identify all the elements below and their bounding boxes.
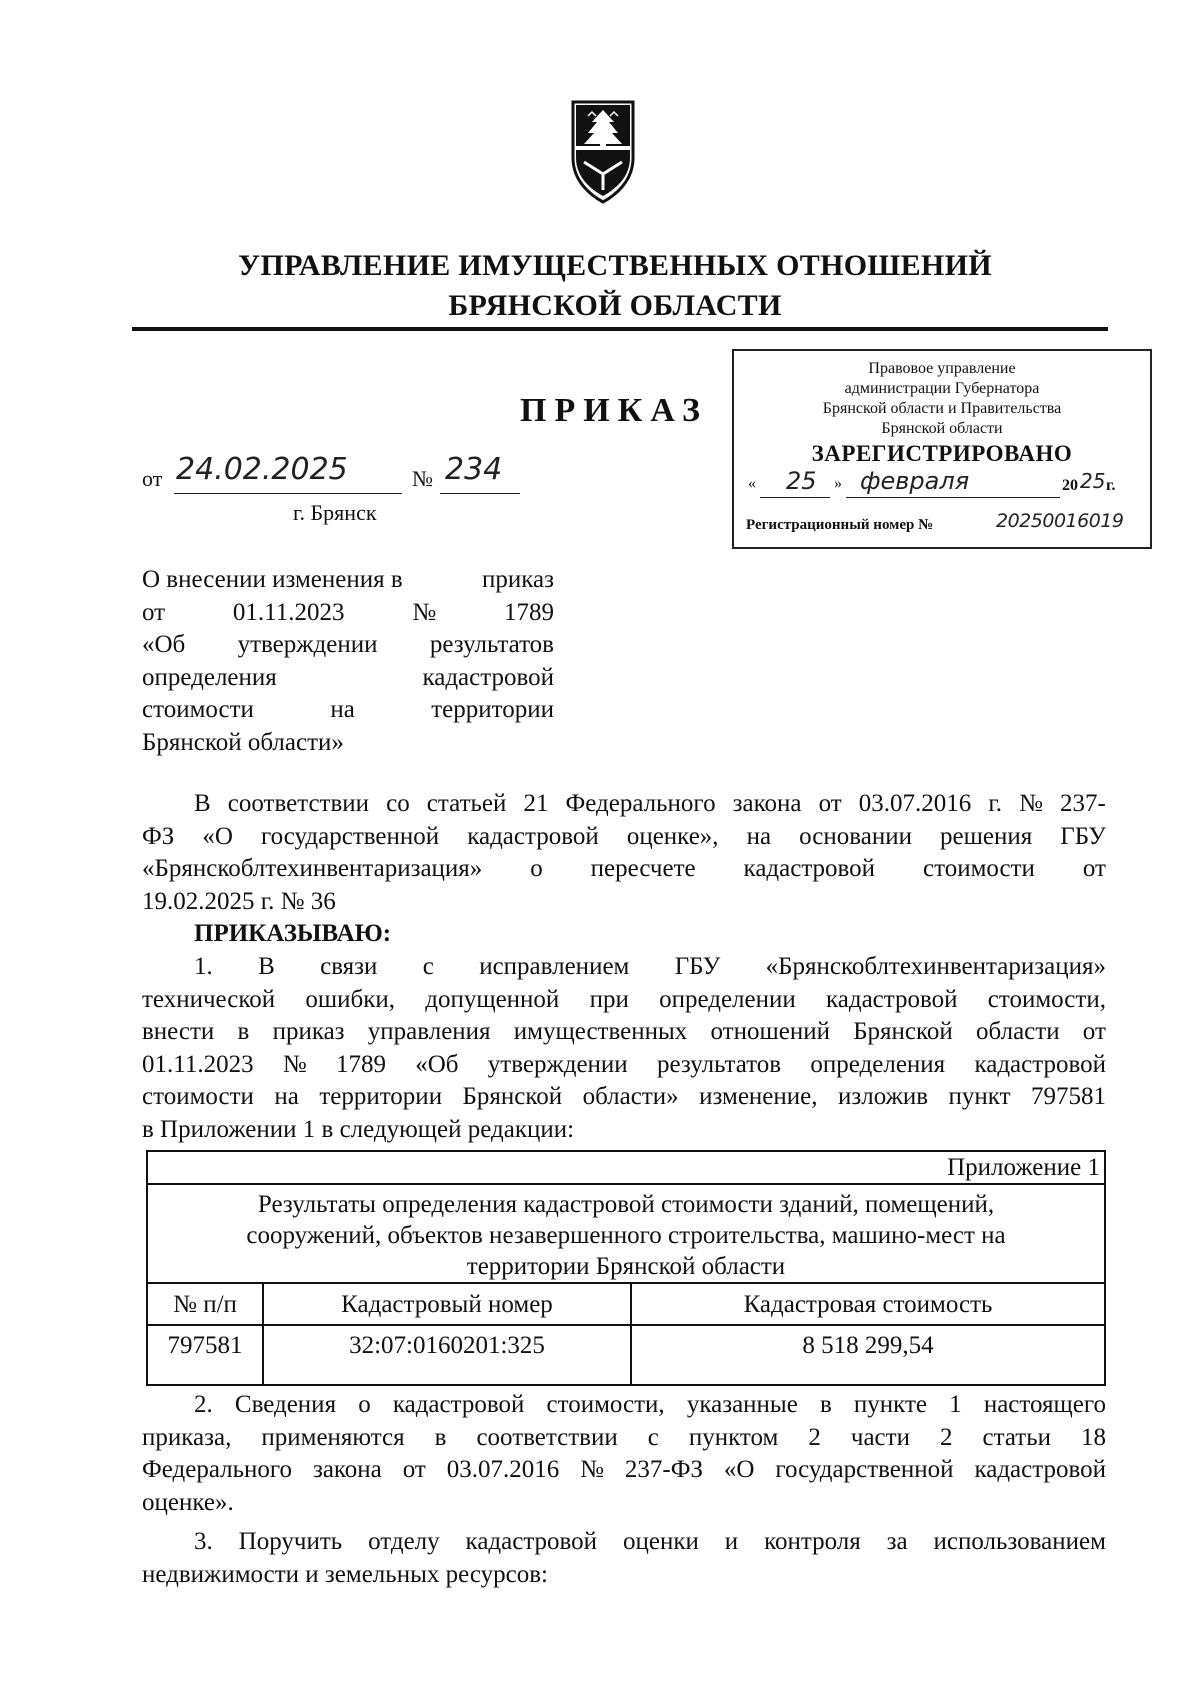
word: государственной <box>775 1456 954 1483</box>
word: № <box>580 1456 604 1483</box>
stamp-quote-close: » <box>834 475 842 492</box>
subject-line <box>142 564 554 597</box>
word: 2 <box>939 1423 953 1451</box>
subject-word: кадастровой <box>422 663 554 691</box>
item-1 <box>142 951 1106 1146</box>
subject-line <box>142 662 554 695</box>
word: указанные <box>686 1391 798 1418</box>
word: закона <box>312 1456 382 1483</box>
item-1-line <box>142 1016 1106 1049</box>
word: «Об <box>415 1050 459 1078</box>
subject-word: 01.11.2023 <box>232 598 345 626</box>
word: связи <box>320 953 378 980</box>
word: приказа, <box>142 1423 232 1451</box>
date-prefix: от <box>142 466 163 491</box>
word: 237-ФЗ <box>624 1456 703 1483</box>
word: В <box>194 790 211 817</box>
table-cell: 8 518 299,54 <box>631 1325 1105 1385</box>
word: территории <box>319 1083 443 1110</box>
word: соответствии <box>227 790 370 817</box>
stamp-registration-number <box>746 511 1144 541</box>
item-2-line <box>142 1422 1106 1455</box>
word: пересчете <box>590 855 696 882</box>
order-number: 234 <box>445 452 503 487</box>
word: В <box>258 953 275 980</box>
word: от <box>402 1456 426 1483</box>
date-underline <box>174 493 402 494</box>
item-2 <box>142 1389 1106 1519</box>
appendix-label: Приложение 1 <box>147 1151 1105 1184</box>
word: статьей <box>426 790 507 817</box>
word: за <box>886 1528 908 1555</box>
order-date-line <box>142 452 542 498</box>
word: кадастровой <box>974 1456 1106 1483</box>
subject-last-line: Брянской области» <box>142 728 344 756</box>
stamp-line-4: Брянской области <box>881 420 1003 437</box>
word: технической <box>142 985 276 1013</box>
word: 1 <box>949 1391 962 1418</box>
stamp-line-2: администрации Губернатора <box>844 380 1040 397</box>
word: Поручить <box>238 1528 343 1555</box>
stamp-quote-open: « <box>748 475 756 492</box>
word: оценки <box>622 1528 699 1555</box>
word: отношений <box>710 1018 830 1045</box>
word: со <box>386 790 410 817</box>
word: кадастровой <box>465 1528 598 1555</box>
org-title-line1: УПРАВЛЕНИЕ ИМУЩЕСТВЕННЫХ ОТНОШЕНИЙ <box>238 249 992 282</box>
stamp-day-underline <box>760 497 830 498</box>
preamble-line <box>142 788 1106 821</box>
word: с <box>422 953 434 980</box>
word: 3. <box>194 1528 213 1555</box>
appendix-title: Результаты определения кадастровой стоимости зданий, помещений, сооружений, объектов незавершенного строительства, машино-мест на территории Брянской области <box>147 1184 1105 1283</box>
stamp-date <box>748 467 1140 503</box>
word: допущенной <box>425 985 560 1013</box>
subject-word: результатов <box>429 631 554 658</box>
table-cell: 32:07:0160201:325 <box>263 1325 631 1385</box>
word: стоимости <box>142 1083 254 1110</box>
item-3-line <box>142 1526 1106 1559</box>
item-1-line <box>142 1049 1106 1082</box>
word: государственной <box>260 822 440 850</box>
word: ГБУ <box>1060 822 1106 850</box>
word: пункте <box>853 1391 928 1418</box>
word: на <box>746 822 772 850</box>
order-subject <box>142 564 554 759</box>
word: изменение, <box>699 1083 818 1110</box>
word: настоящего <box>983 1391 1106 1418</box>
word: 1789 <box>335 1050 386 1078</box>
stamp-year-prefix: 20 <box>1062 477 1078 494</box>
registration-stamp <box>732 349 1152 549</box>
word: внести <box>142 1018 215 1045</box>
order-word: ПРИКАЗЫВАЮ: <box>194 920 392 947</box>
word: от <box>1082 1018 1106 1045</box>
stamp-line-1: Правовое управление <box>868 360 1016 377</box>
word: г. <box>988 790 1003 817</box>
word: кадастровой <box>743 855 876 882</box>
word: ФЗ <box>142 822 175 850</box>
subject-word: «Об <box>142 631 186 658</box>
word: «О <box>723 1456 755 1483</box>
column-header: Кадастровый номер <box>263 1283 631 1325</box>
stamp-line-3: Брянской области и Правительства <box>822 400 1062 417</box>
word: о <box>358 1391 371 1418</box>
stamp-reg-number: 20250016019 <box>996 510 1124 532</box>
preamble <box>142 788 1106 918</box>
word: статьи <box>982 1423 1051 1451</box>
word: 237- <box>1060 790 1106 817</box>
item-1-line <box>142 984 1106 1017</box>
subject-line <box>142 629 554 662</box>
word: в <box>819 1391 832 1418</box>
document-type: ПРИКАЗ <box>520 392 708 429</box>
word: основании <box>799 822 912 850</box>
item-2-last-line: оценке». <box>142 1488 234 1516</box>
item-1-last-line: в Приложении 1 в следующей редакции: <box>142 1115 575 1143</box>
word: ГБУ <box>674 953 721 980</box>
order-date: 24.02.2025 <box>176 452 348 487</box>
word: от <box>1082 855 1106 882</box>
word: «Брянскоблтехинвентаризация» <box>765 953 1106 980</box>
subject-line <box>142 597 554 630</box>
word: приказ <box>272 1018 345 1045</box>
word: Брянской <box>462 1083 563 1110</box>
subject-word: 1789 <box>503 598 554 626</box>
word: имущественных <box>513 1018 688 1045</box>
word: «Брянскоблтехинвентаризация» <box>142 855 483 882</box>
stamp-year-suffix: 25 <box>1080 469 1106 493</box>
word: Сведения <box>234 1391 337 1418</box>
word: «О <box>202 822 233 850</box>
subject-word: на <box>330 696 355 723</box>
word: кадастровой <box>467 822 599 850</box>
word: стоимости, <box>987 985 1106 1013</box>
city: г. Брянск <box>293 500 377 525</box>
word: исправлением <box>479 953 630 980</box>
word: от <box>818 790 842 817</box>
item-2-line <box>142 1454 1106 1487</box>
stamp-day: 25 <box>786 467 817 495</box>
word: закона <box>732 790 802 817</box>
org-title-line2: БРЯНСКОЙ ОБЛАСТИ <box>448 289 782 322</box>
item-1-line <box>142 951 1106 984</box>
word: 1. <box>194 953 213 980</box>
word: стоимости <box>923 855 1035 882</box>
word: 21 <box>523 790 549 817</box>
word: отделу <box>368 1528 440 1555</box>
word: контроля <box>764 1528 861 1555</box>
word: с <box>647 1423 659 1451</box>
word: части <box>850 1423 910 1451</box>
word: в <box>434 1423 447 1451</box>
stamp-year-unit: г. <box>1106 477 1116 494</box>
word: ошибки, <box>305 985 395 1013</box>
word: о <box>530 855 543 882</box>
word: использованием <box>933 1528 1106 1555</box>
word: определения <box>810 1050 946 1078</box>
word: 2. <box>194 1391 213 1418</box>
word: применяются <box>261 1423 405 1451</box>
word: кадастровой <box>392 1391 525 1418</box>
subject-line <box>142 694 554 727</box>
word: пункт <box>948 1083 1011 1110</box>
word: № <box>282 1050 307 1078</box>
item-2-line <box>142 1389 1106 1422</box>
word: 01.11.2023 <box>142 1050 254 1078</box>
word: № <box>1019 790 1043 817</box>
word: 03.07.2016 <box>446 1456 560 1483</box>
word: утверждении <box>487 1050 628 1078</box>
bryansk-coat-of-arms-icon <box>570 100 636 204</box>
word: изложив <box>837 1083 929 1110</box>
word: кадастровой <box>974 1050 1106 1078</box>
preamble-line <box>142 853 1106 886</box>
subject-word: от <box>142 598 166 626</box>
subject-word: территории <box>431 696 554 723</box>
number-prefix: № <box>412 466 433 491</box>
column-header: № п/п <box>147 1283 263 1325</box>
word: области» <box>582 1083 679 1110</box>
word: стоимости, <box>546 1391 665 1418</box>
word: 797581 <box>1030 1083 1106 1110</box>
item-3 <box>142 1526 1106 1591</box>
stamp-reg-label: Регистрационный номер № <box>746 517 934 533</box>
word: в <box>237 1018 250 1045</box>
subject-word: № <box>412 598 437 626</box>
word: и <box>724 1528 739 1555</box>
word: определении <box>659 985 796 1013</box>
word: кадастровой <box>826 985 958 1013</box>
table-cell: 797581 <box>147 1325 263 1385</box>
subject-word: приказ <box>482 566 554 593</box>
word: 03.07.2016 <box>858 790 972 817</box>
item-3-last-line: недвижимости и земельных ресурсов: <box>142 1560 548 1588</box>
appendix-table <box>146 1150 1106 1386</box>
word: оценке», <box>626 822 719 850</box>
word: решения <box>940 822 1033 850</box>
stamp-registered: ЗАРЕГИСТРИРОВАНО <box>811 441 1073 466</box>
word: результатов <box>656 1050 782 1078</box>
word: 18 <box>1081 1423 1106 1451</box>
preamble-line <box>142 821 1106 854</box>
word: 2 <box>808 1423 821 1451</box>
stamp-month-underline <box>846 497 1060 498</box>
header-divider <box>132 327 1108 331</box>
word: соответствии <box>476 1423 618 1451</box>
subject-word: О внесении изменения в <box>142 566 403 593</box>
word: при <box>589 985 629 1013</box>
word: Брянской <box>853 1018 953 1045</box>
subject-word: стоимости <box>142 696 254 723</box>
number-underline <box>440 493 520 494</box>
subject-word: утверждении <box>237 631 378 658</box>
stamp-month: февраля <box>860 467 970 495</box>
item-1-line <box>142 1081 1106 1114</box>
word: управления <box>367 1018 491 1045</box>
word: пунктом <box>688 1423 779 1451</box>
table-row <box>147 1325 1105 1385</box>
word: на <box>274 1083 299 1110</box>
subject-word: определения <box>142 663 277 691</box>
column-header: Кадастровая стоимость <box>631 1283 1105 1325</box>
word: области <box>976 1018 1060 1045</box>
word: Федерального <box>565 790 716 817</box>
word: Федерального <box>142 1456 293 1483</box>
preamble-last-line: 19.02.2025 г. № 36 <box>142 887 336 915</box>
